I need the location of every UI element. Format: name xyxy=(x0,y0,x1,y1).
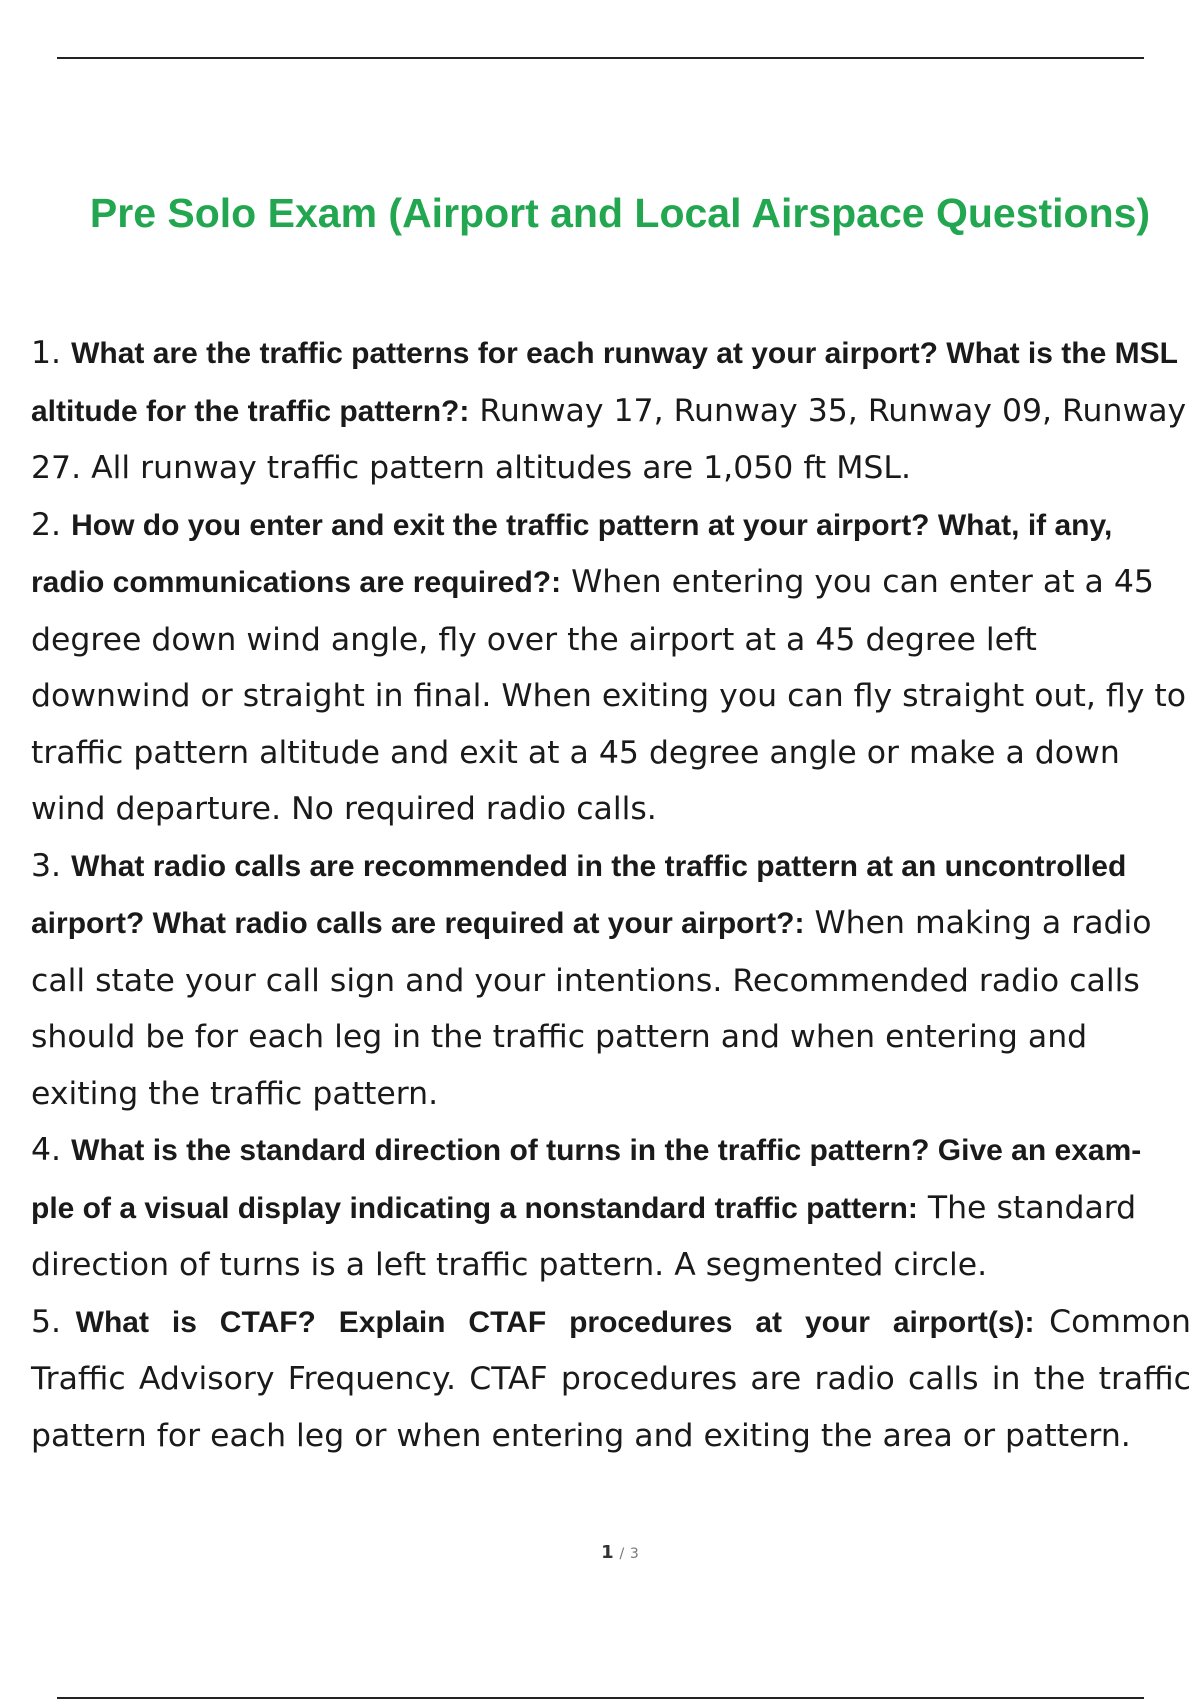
question-number: 3. xyxy=(31,847,62,884)
question-number: 5. xyxy=(31,1303,62,1340)
question-text: How do you enter and exit the traffic pattern at your airport? What, if any, radio communications are required?: xyxy=(31,508,1113,599)
question-text: What are the traffic patterns for each runway at your airport? What is the MSL altitude for the traffic pattern?: xyxy=(31,337,1178,428)
answer-text: When making a radio call state your call sign and your intentions. Recommended radio calls should be for each leg in the traffic pattern and when entering and exiting the traffic pattern. xyxy=(31,905,1152,1112)
question-number: 1. xyxy=(31,335,62,371)
page-separator: / xyxy=(619,1546,625,1562)
answer-text: 27. All runway traffic pattern altitudes are 1,050 ft MSL. xyxy=(31,450,911,486)
question-3 xyxy=(31,838,1191,1123)
answer-text: Runway 17, Runway 35, Runway 09, Runway xyxy=(479,392,1187,429)
question-1 xyxy=(31,325,1191,440)
question-text: What radio calls are recommended in the traffic pattern at an uncontrolled airport? What radio calls are required at your airport?: xyxy=(31,849,1127,940)
bottom-divider xyxy=(57,1697,1144,1699)
question-text: What is CTAF? Explain CTAF procedures at your airport(s): xyxy=(75,1305,1035,1339)
answer-text: The standard direction of turns is a left traffic pattern. A segmented circle. xyxy=(31,1189,1137,1283)
page-current: 1 xyxy=(601,1542,614,1563)
answer-text: When entering you can enter at a 45 degree down wind angle, fly over the airport at a 45 degree left downwind or straight in final. When exiting you can fly straight out, fly to traffic pattern altitude and exit at a 45 degree angle or make a down wind departure. No required radio calls. xyxy=(31,564,1186,827)
question-1-continuation xyxy=(31,440,1191,497)
question-number: 4. xyxy=(31,1132,62,1168)
question-4 xyxy=(31,1122,1191,1294)
document-title: Pre Solo Exam (Airport and Local Airspace Questions) xyxy=(89,190,1151,236)
question-number: 2. xyxy=(31,506,62,543)
question-2 xyxy=(31,497,1191,838)
question-list xyxy=(31,325,1191,1464)
top-divider xyxy=(57,57,1144,59)
question-5 xyxy=(31,1294,1191,1465)
answer-text: Common Traffic Advisory Frequency. CTAF procedures are radio calls in the traffic pattern for each leg or when entering and exiting the area or pattern. xyxy=(31,1303,1191,1454)
page-indicator xyxy=(0,1542,1200,1563)
question-text: What is the standard direction of turns in the traffic pattern? Give an exam- ple of a visual display indicating a nonstandard traffic pattern: xyxy=(31,1134,1142,1225)
page-total: 3 xyxy=(629,1546,639,1562)
